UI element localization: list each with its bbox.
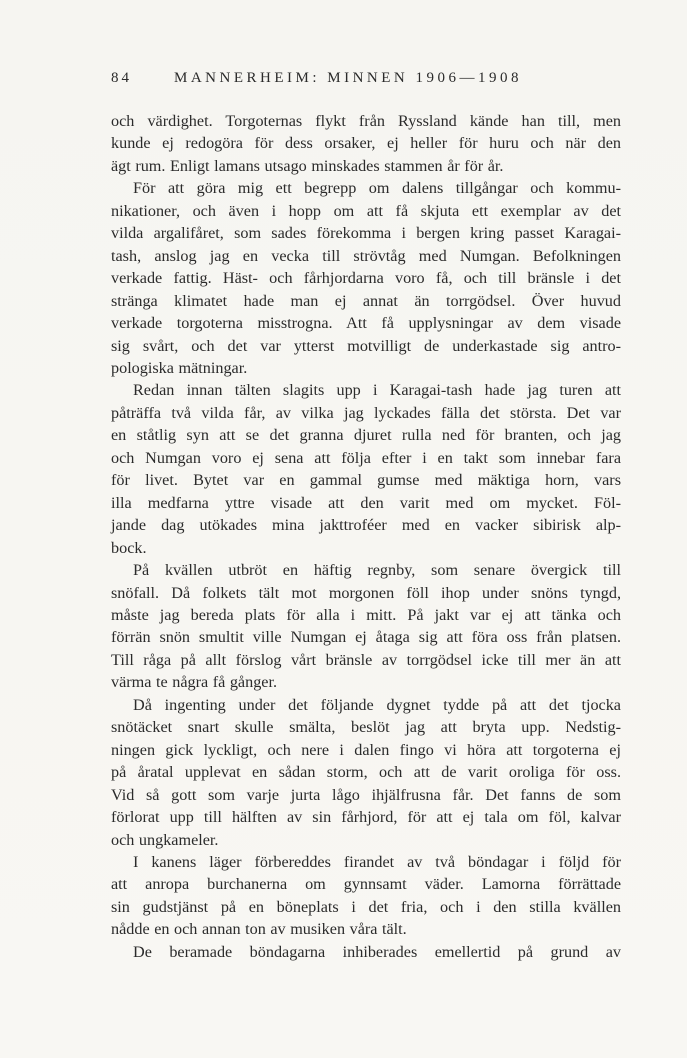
- paragraph: [111, 941, 621, 963]
- text-line: påträffa två vilda får, av vilka jag lyckades fälla det största. Det var: [111, 403, 621, 422]
- running-head: [111, 70, 621, 94]
- text-line: Vid så gott som varje jurta lågo ihjälfrusna får. Det fanns de som: [111, 785, 621, 804]
- text-line: på åratal upplevat en sådan storm, och att de varit oroliga för oss.: [111, 763, 621, 782]
- text-line: kunde ej redogöra för dess orsaker, ej heller för huru och när den: [111, 134, 621, 153]
- text-line: värma te några få gånger.: [111, 673, 278, 692]
- paragraph: [111, 110, 621, 177]
- text-line: verkade torgoterna misstrogna. Att få upplysningar av dem visade: [111, 314, 621, 333]
- text-line: På kvällen utbröt en häftig regnby, som senare övergick till: [133, 561, 621, 580]
- text-line: De beramade böndagarna inhiberades emellertid på grund av: [133, 942, 621, 961]
- body-text: [111, 110, 621, 963]
- text-line: I kanens läger förbereddes firandet av två böndagar i följd för: [133, 852, 621, 871]
- text-line: verkade fattig. Häst- och fårhjordarna voro få, och till bränsle i det: [111, 269, 621, 288]
- text-line: Då ingenting under det följande dygnet tydde på att det tjocka: [133, 695, 621, 714]
- text-line: och värdighet. Torgoternas flykt från Ryssland kände han till, men: [111, 112, 621, 130]
- text-line: vilda argalifåret, som sades förekomma i bergen kring passet Karagai-: [111, 224, 621, 243]
- text-line: ägt rum. Enligt lamans utsago minskades stammen år för år.: [111, 156, 504, 175]
- paragraph: [111, 851, 621, 941]
- text-line: nådde en och annan ton av musiken våra tält.: [111, 920, 407, 939]
- text-line: snöfall. Då folkets tält mot morgonen föll ihop under snöns tyngd,: [111, 583, 621, 602]
- paragraph: [111, 559, 621, 694]
- text-line: snötäcket snart skulle smälta, beslöt jag att bryta upp. Nedstig-: [111, 718, 621, 737]
- text-line: jande dag utökades mina jakttroféer med en vacker sibirisk alp-: [111, 516, 621, 535]
- text-line: Redan innan tälten slagits upp i Karagai-tash hade jag turen att: [133, 381, 621, 400]
- text-line: för livet. Bytet var en gammal gumse med mäktiga horn, vars: [111, 471, 621, 490]
- text-line: sin gudstjänst på en böneplats i det fria, och i den stilla kvällen: [111, 897, 621, 916]
- running-title: MANNERHEIM: MINNEN 1906—1908: [174, 70, 522, 86]
- text-line: förrän snön smultit ville Numgan ej åtaga sig att föra oss från platsen.: [111, 628, 621, 647]
- page-number: 84: [111, 70, 132, 86]
- text-line: förlorat upp till hälften av sin fårhjord, för att ej tala om föl, kalvar: [111, 808, 621, 827]
- text-line: tash, anslog jag en vecka till strövtåg med Numgan. Befolkningen: [111, 246, 621, 265]
- text-line: stränga klimatet hade man ej annat än torrgödsel. Över huvud: [111, 291, 621, 310]
- text-line: illa medfarna yttre visade att den varit med om mycket. Föl-: [111, 493, 621, 512]
- paragraph: [111, 694, 621, 851]
- text-line: en ståtlig syn att se det granna djuret rulla ned för branten, och jag: [111, 426, 621, 445]
- text-line: nikationer, och även i hopp om att få skjuta ett exemplar av det: [111, 201, 621, 220]
- text-line: och ungkameler.: [111, 830, 219, 849]
- text-line: För att göra mig ett begrepp om dalens tillgångar och kommu-: [133, 179, 621, 198]
- text-line: Till råga på allt förslog vårt bränsle av torrgödsel icke till mer än att: [111, 650, 621, 669]
- text-line: måste jag bereda plats för alla i mitt. På jakt var ej att tänka och: [111, 605, 621, 624]
- paragraph: [111, 177, 621, 379]
- paragraph: [111, 379, 621, 559]
- text-line: bock.: [111, 538, 147, 557]
- text-line: att anropa burchanerna om gynnsamt väder. Lamorna förrättade: [111, 875, 621, 894]
- text-line: ningen gick lyckligt, och nere i dalen fingo vi höra att torgoterna ej: [111, 740, 621, 759]
- text-line: sig svårt, och det var ytterst motvilligt de underkastade sig antro-: [111, 336, 621, 355]
- text-line: och Numgan voro ej sena att följa efter i en takt som innebar fara: [111, 448, 621, 467]
- text-line: pologiska mätningar.: [111, 358, 248, 377]
